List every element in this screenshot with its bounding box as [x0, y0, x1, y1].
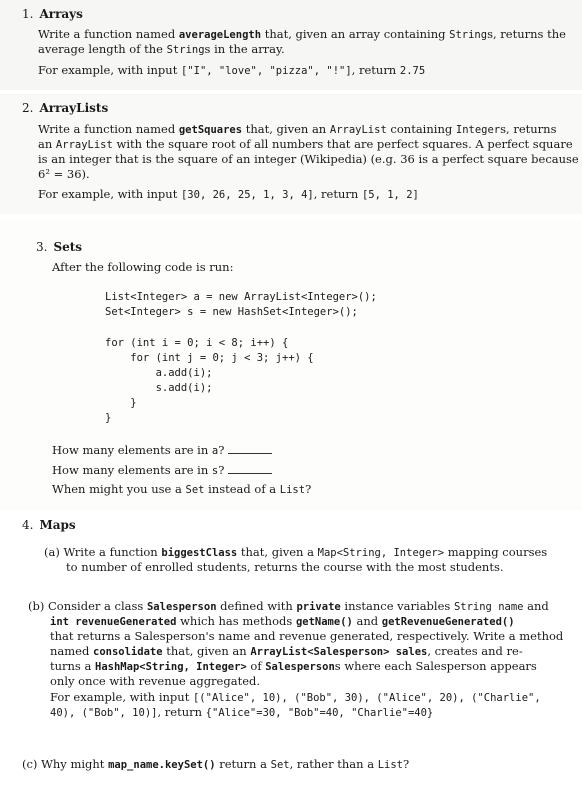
- maps-part-b-line-6: only once with revenue aggregated.: [50, 674, 261, 688]
- sets-question-when: When might you use a Set instead of a List?: [52, 482, 312, 496]
- answer-blank: [228, 443, 272, 454]
- section-heading-sets: 3. Sets: [36, 240, 83, 254]
- arrays-line-2: average length of the Strings in the array.: [38, 42, 285, 56]
- sets-question-s: How many elements are in s?: [52, 463, 272, 479]
- arraylists-example: For example, with input [30, 26, 25, 1, 3, 4], return [5, 1, 2]: [38, 187, 419, 201]
- maps-part-b-example-1: For example, with input [("Alice", 10), ("Bob", 30), ("Alice", 20), ("Charlie",: [50, 690, 541, 704]
- arraylists-line-3: is an integer that is the square of an integer (Wikipedia) (e.g. 36 is a perfect square because: [38, 152, 579, 166]
- arrays-line-1: Write a function named averageLength that, given an array containing Strings, returns the: [38, 27, 566, 41]
- maps-part-b-line-5: turns a HashMap<String, Integer> of Salespersons where each Salesperson appears: [50, 659, 537, 673]
- maps-part-b-example-2: 40), ("Bob", 10)], return {"Alice"=30, "Bob"=40, "Charlie"=40}: [50, 705, 434, 719]
- code-line: s.add(i);: [105, 382, 213, 394]
- arrays-example: For example, with input ["I", "love", "pizza", "!"], return 2.75: [38, 63, 426, 77]
- maps-part-a-line-2: to number of enrolled students, returns the course with the most students.: [66, 560, 504, 574]
- code-line: for (int j = 0; j < 3; j++) {: [105, 352, 314, 364]
- section-heading-maps: 4. Maps: [22, 518, 76, 532]
- code-line: List<Integer> a = new ArrayList<Integer>();: [105, 291, 377, 303]
- maps-part-b-line-4: named consolidate that, given an ArrayList<Salesperson> sales, creates and re-: [50, 644, 523, 658]
- section-arrays: [0, 0, 582, 90]
- section-arraylists: [0, 94, 582, 214]
- code-line: Set<Integer> s = new HashSet<Integer>();: [105, 306, 358, 318]
- section-heading-arrays: 1. Arrays: [22, 7, 83, 21]
- maps-part-b-line-3: that returns a Salesperson's name and revenue generated, respectively. Write a method: [50, 629, 564, 643]
- section-maps: [0, 510, 582, 786]
- sets-question-a: How many elements are in a?: [52, 443, 272, 459]
- maps-part-c: (c) Why might map_name.keySet() return a Set, rather than a List?: [22, 757, 410, 771]
- section-heading-arraylists: 2. ArrayLists: [22, 101, 109, 115]
- code-line: a.add(i);: [105, 367, 213, 379]
- answer-blank: [228, 463, 272, 474]
- section-sets: [0, 220, 582, 510]
- sets-intro: After the following code is run:: [52, 260, 234, 274]
- maps-part-b-line-1: (b) Consider a class Salesperson defined with private instance variables String name and: [28, 599, 549, 613]
- maps-part-b-line-2: int revenueGenerated which has methods getName() and getRevenueGenerated(): [50, 614, 515, 628]
- code-line: for (int i = 0; i < 8; i++) {: [105, 337, 289, 349]
- arraylists-line-2: an ArrayList with the square root of all numbers that are perfect squares. A perfect square: [38, 137, 573, 151]
- arraylists-line-4: 6² = 36).: [38, 167, 90, 181]
- code-line: }: [105, 397, 137, 409]
- code-line: }: [105, 412, 112, 424]
- arraylists-line-1: Write a function named getSquares that, given an ArrayList containing Integers, returns: [38, 122, 557, 136]
- maps-part-a-line-1: (a) Write a function biggestClass that, given a Map<String, Integer> mapping courses: [44, 545, 548, 559]
